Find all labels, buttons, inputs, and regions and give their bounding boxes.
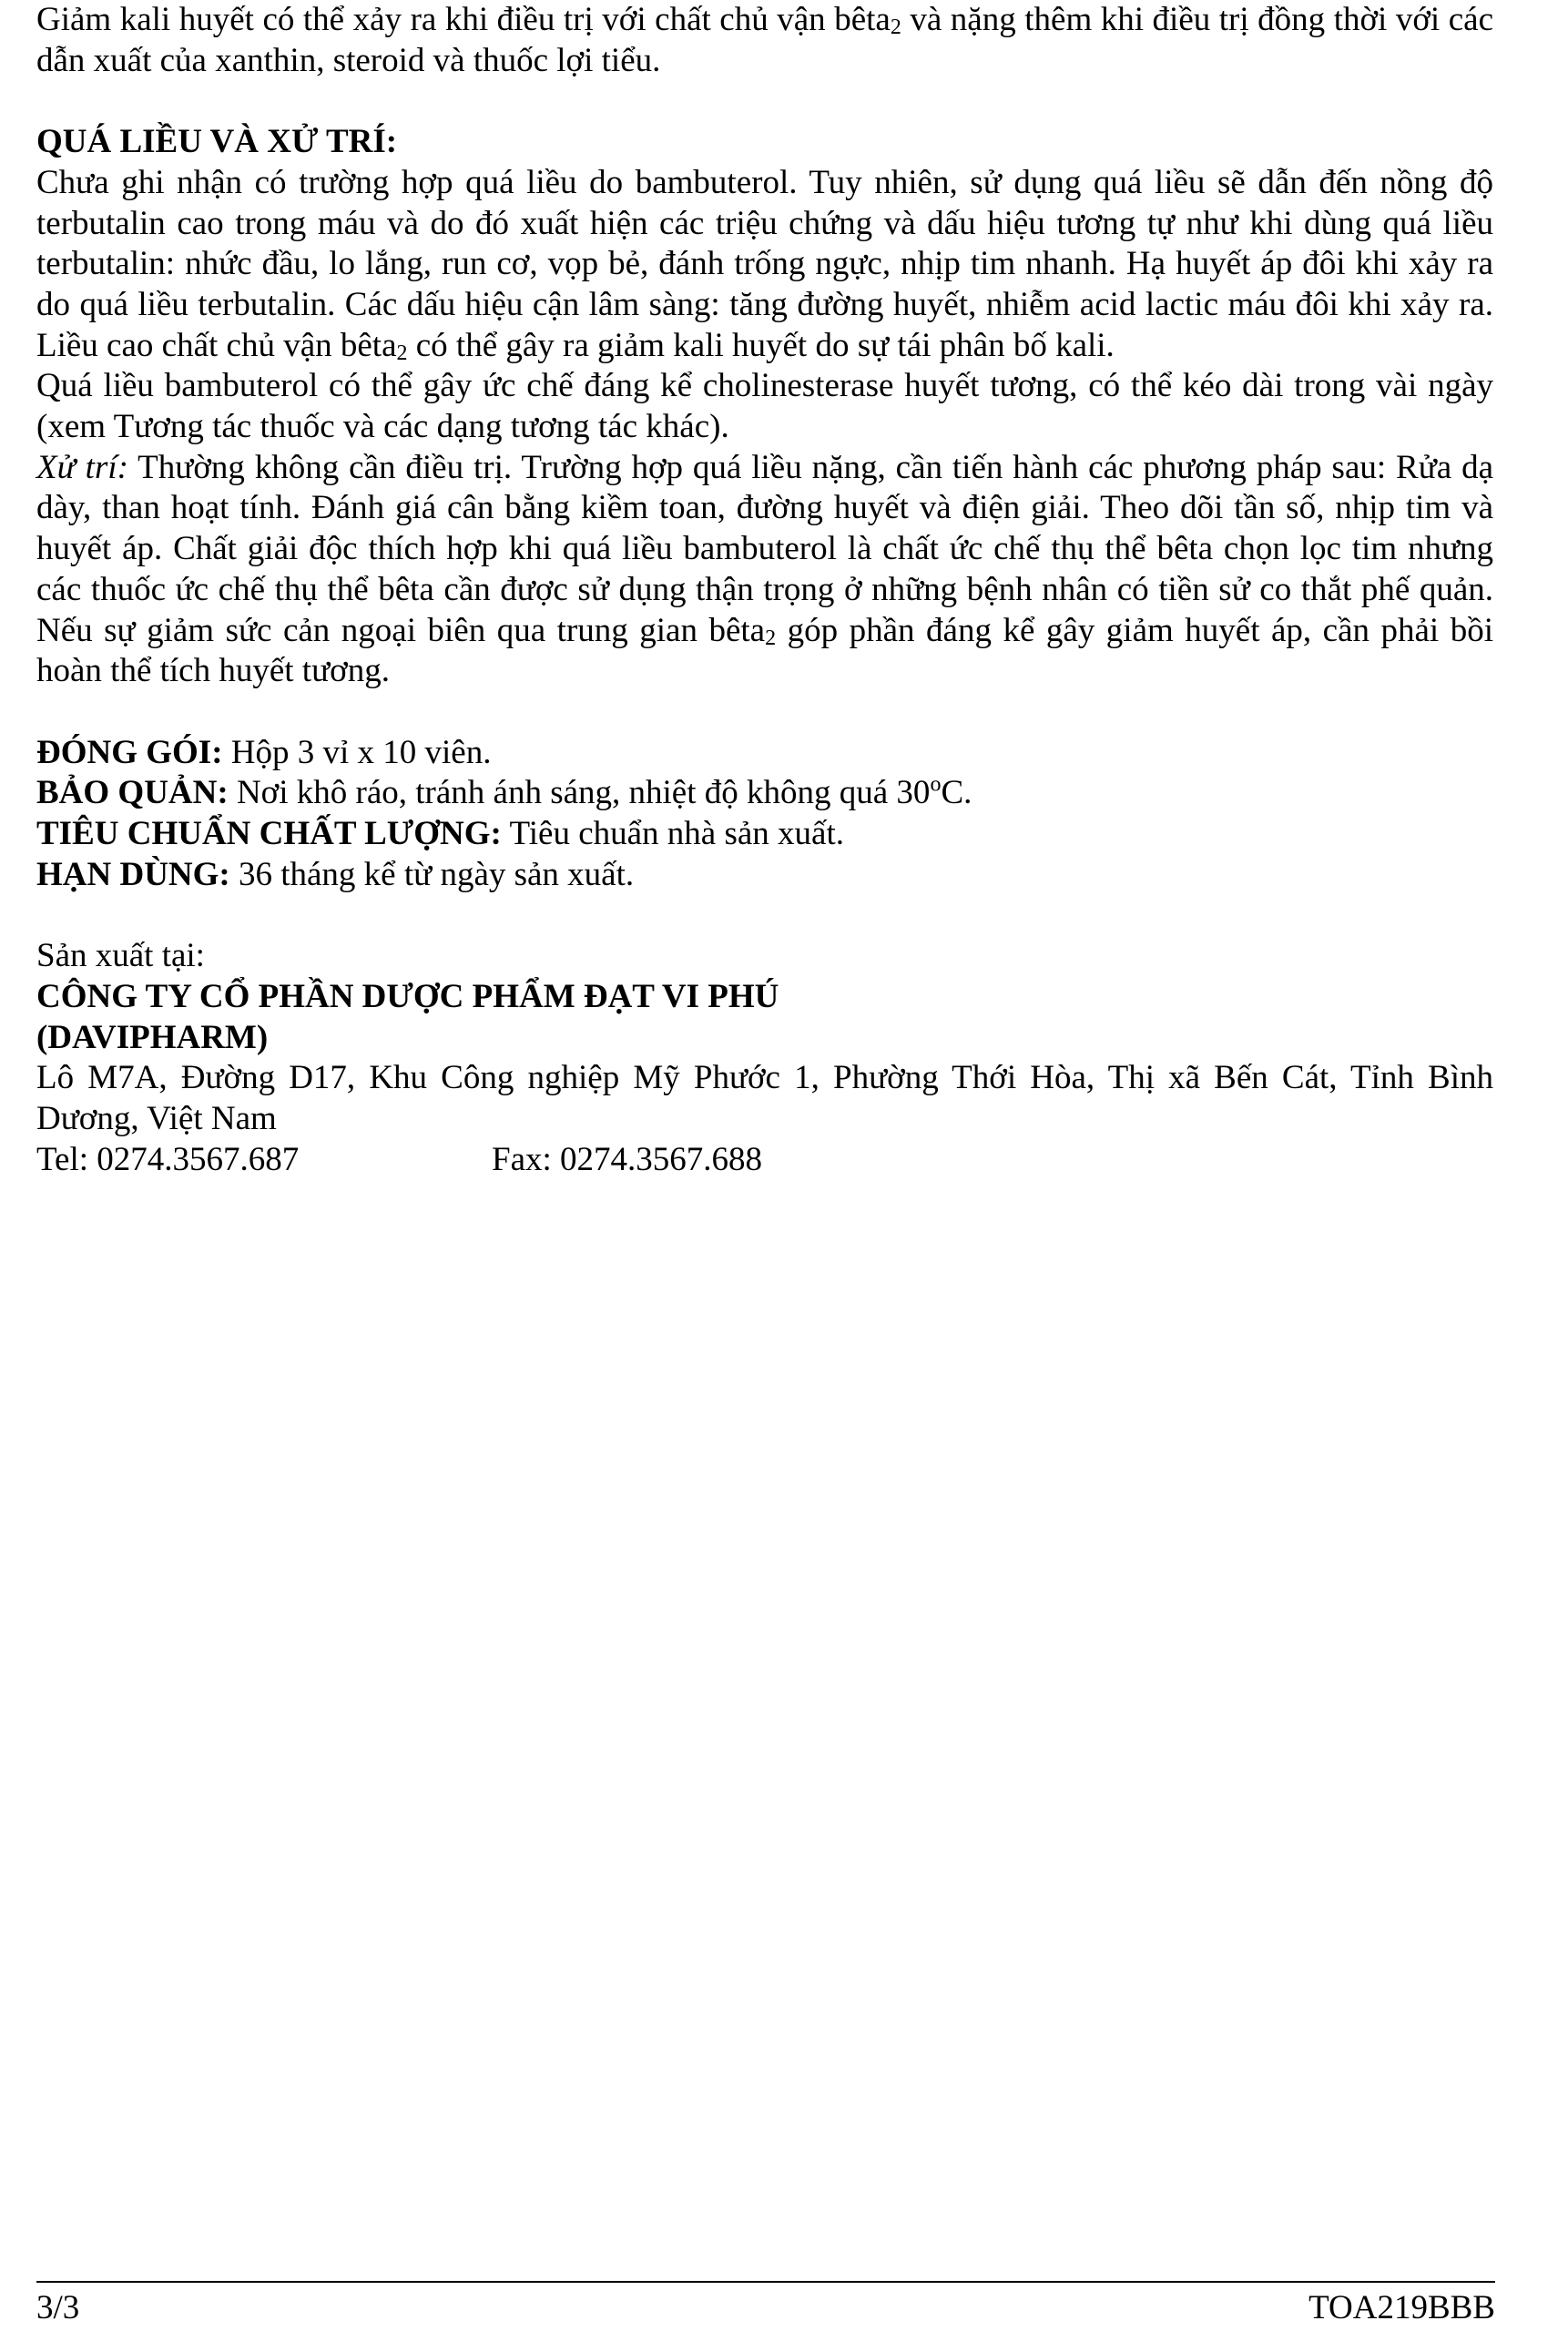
- treatment-text: Thường không cần điều trị. Trường hợp quá liều nặng, cần tiến hành các phương pháp sau: Rửa dạ dày, than hoạt tính. Đánh giá cân bằng kiềm toan, đường huyết và điện giải. Theo dõi tần số, nhịp tim và huyết áp. Chất giải độc thích hợp khi quá liều bambuterol là chất ức chế thụ thể bêta chọn lọc tim nhưng các thuốc ức chế thụ thể bêta cần được sử dụng thận trọng ở những bệnh nhân có tiền sử co thắt phế quản. Nếu sự giảm sức cản ngoại biên qua trung gian bêta: [36, 448, 1493, 649]
- subscript-2: 2: [396, 341, 408, 365]
- treatment-label: Xử trí:: [36, 448, 128, 486]
- storage-label: BẢO QUẢN:: [36, 774, 229, 812]
- page-footer: [36, 2288, 1495, 2328]
- manufacturer-address: Lô M7A, Đường D17, Khu Công nghiệp Mỹ Phước 1, Phường Thới Hòa, Thị xã Bến Cát, Tỉnh Bình Dương, Việt Nam: [36, 1059, 1493, 1137]
- expiry-line: [36, 855, 1493, 896]
- document-page: [36, 0, 1493, 1180]
- overdose-text-continued: có thể gây ra giảm kali huyết do sự tái phân bố kali.: [407, 326, 1115, 364]
- subscript-2: 2: [890, 15, 901, 39]
- expiry-value: 36 tháng kể từ ngày sản xuất.: [229, 855, 635, 893]
- overdose-paragraph: [36, 163, 1493, 367]
- intro-text-continued: và nặng thêm khi điều trị đồng thời với các dẫn xuất của xanthin, steroid và thuốc lợi tiểu.: [36, 1, 1493, 79]
- storage-value: Nơi khô ráo, tránh ánh sáng, nhiệt độ không quá 30: [228, 774, 931, 812]
- footer-divider: [36, 2281, 1495, 2283]
- storage-unit: C.: [941, 774, 972, 812]
- treatment-text-continued: góp phần đáng kể gây giảm huyết áp, cần phải bồi hoàn thể tích huyết tương.: [36, 611, 1493, 690]
- document-code: TOA219BBB: [1308, 2289, 1495, 2326]
- subscript-2: 2: [765, 626, 777, 650]
- expiry-label: HẠN DÙNG:: [36, 855, 230, 893]
- packaging-value: Hộp 3 vỉ x 10 viên.: [222, 733, 492, 771]
- treatment-paragraph: [36, 448, 1493, 692]
- packaging-label: ĐÓNG GÓI:: [36, 733, 223, 771]
- cholinesterase-paragraph: Quá liều bambuterol có thể gây ức chế đáng kể cholinesterase huyết tương, có thể kéo dài trong vài ngày (xem Tương tác thuốc và các dạng tương tác khác).: [36, 367, 1493, 446]
- degree-superscript: o: [930, 773, 942, 797]
- overdose-heading: QUÁ LIỀU VÀ XỬ TRÍ:: [36, 123, 398, 161]
- packaging-line: [36, 733, 1493, 774]
- manufacturer-short-name: (DAVIPHARM): [36, 1018, 269, 1056]
- quality-value: Tiêu chuẩn nhà sản xuất.: [501, 815, 844, 853]
- overdose-text: Chưa ghi nhận có trường hợp quá liều do bambuterol. Tuy nhiên, sử dụng quá liều sẽ dẫn đến nồng độ terbutalin cao trong máu và do đó xuất hiện các triệu chứng và dấu hiệu tương tự như khi dùng quá liều terbutalin: nhức đầu, lo lắng, run cơ, vọp bẻ, đánh trống ngực, nhịp tim nhanh. Hạ huyết áp đôi khi xảy ra do quá liều terbutalin. Các dấu hiệu cận lâm sàng: tăng đường huyết, nhiễm acid lactic máu đôi khi xảy ra. Liều cao chất chủ vận bêta: [36, 163, 1493, 364]
- storage-line: [36, 773, 1493, 814]
- contact-line: [36, 1140, 1493, 1181]
- hypokalemia-paragraph: [36, 0, 1493, 81]
- quality-line: [36, 814, 1493, 855]
- manufacturer-company: CÔNG TY CỔ PHẦN DƯỢC PHẨM ĐẠT VI PHÚ: [36, 977, 779, 1015]
- quality-label: TIÊU CHUẨN CHẤT LƯỢNG:: [36, 815, 502, 853]
- telephone: Tel: 0274.3567.687: [36, 1140, 300, 1178]
- page-number: 3/3: [36, 2289, 80, 2326]
- fax: Fax: 0274.3567.688: [492, 1140, 763, 1178]
- manufacturer-intro: Sản xuất tại:: [36, 937, 205, 975]
- intro-text: Giảm kali huyết có thể xảy ra khi điều trị với chất chủ vận bêta: [36, 1, 891, 38]
